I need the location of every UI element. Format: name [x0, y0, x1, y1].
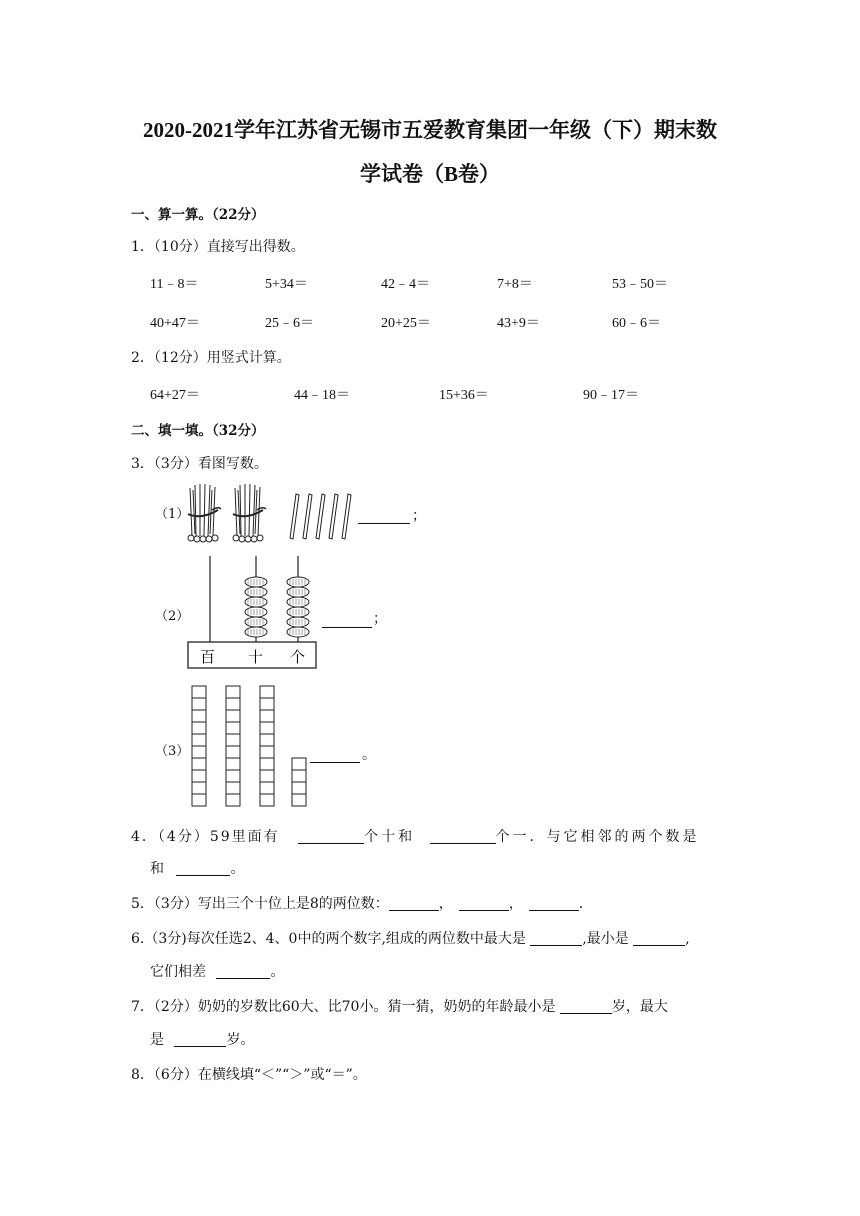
tens-strip-cell: [260, 794, 274, 806]
tens-strip-cell: [260, 746, 274, 758]
expression: 90﹣17＝: [583, 388, 639, 403]
question-4-text: 。: [230, 861, 245, 877]
abacus-bead: [245, 607, 267, 617]
document-title-line2: 学试卷（B卷）: [359, 162, 500, 186]
tens-strip-cell: [226, 758, 240, 770]
tens-strip-cell: [192, 734, 206, 746]
punctuation: ，: [438, 896, 453, 912]
stick-bundle-icon: [233, 484, 266, 542]
punctuation: ；: [412, 508, 426, 524]
answer-blank-5-2[interactable]: [459, 896, 509, 911]
counting-sticks-figure: [186, 480, 361, 546]
tens-strip-cell: [260, 686, 274, 698]
question-1-text: 1．（10分）直接写出得数。: [131, 239, 305, 255]
tens-strip-cell: [226, 686, 240, 698]
tens-strip-cell: [226, 710, 240, 722]
expression: 40+47＝: [150, 316, 200, 331]
abacus-bead: [245, 587, 267, 597]
answer-blank-3-3[interactable]: [310, 745, 360, 764]
tens-strip-cell: [260, 734, 274, 746]
answer-blank-6-1[interactable]: [530, 931, 582, 946]
answer-blank-7-1[interactable]: [560, 999, 612, 1014]
question-4-text: 个十和: [364, 829, 416, 845]
punctuation: ，: [508, 896, 523, 912]
question-6-line-2: [150, 961, 284, 981]
tens-strip-cell: [192, 758, 206, 770]
answer-blank-4-3[interactable]: [176, 861, 230, 876]
question-7-text: 岁，最大: [611, 999, 668, 1015]
question-5-text: 5．（3分）写出三个十位上是8的两位数：: [131, 896, 389, 912]
question-5: [131, 893, 583, 913]
punctuation: 。: [270, 964, 285, 980]
tens-strip-cell: [192, 746, 206, 758]
expression: 11﹣8＝: [150, 277, 199, 292]
question-6-text: 它们相差: [150, 964, 206, 980]
ones-cube: [292, 758, 306, 770]
question-6-text: 6.（3分)每次任选2、4、0中的两个数字,组成的两位数中最大是: [131, 931, 526, 947]
expression: 42﹣4＝: [381, 277, 430, 292]
abacus-label-hundreds: 百: [200, 648, 216, 666]
ones-cube: [292, 782, 306, 794]
abacus-bead: [245, 597, 267, 607]
sub-question-label: （3）: [155, 744, 190, 759]
answer-blank-4-1[interactable]: [298, 829, 364, 844]
document-title-line1: 2020-2021学年江苏省无锡市五爱教育集团一年级（下）期末数: [143, 118, 717, 142]
tens-strip-cell: [192, 770, 206, 782]
punctuation: .: [578, 896, 584, 912]
expression: 53﹣50＝: [612, 277, 668, 292]
answer-blank-5-3[interactable]: [529, 896, 579, 911]
tens-strip-cell: [192, 698, 206, 710]
question-7-line-1: [131, 996, 668, 1016]
tens-strip-cell: [226, 698, 240, 710]
tens-strip-cell: [192, 710, 206, 722]
answer-blank-5-1[interactable]: [389, 896, 439, 911]
tens-strip-cell: [260, 770, 274, 782]
question-7-text: 是: [150, 1032, 164, 1048]
tens-strip-cell: [260, 722, 274, 734]
answer-blank-3-2[interactable]: [322, 610, 372, 629]
expression: 5+34＝: [265, 277, 308, 292]
tens-strip-cell: [226, 746, 240, 758]
tens-strip-cell: [192, 782, 206, 794]
expression: 43+9＝: [497, 316, 540, 331]
ones-cube: [292, 794, 306, 806]
ones-cube: [292, 770, 306, 782]
answer-blank-3-1[interactable]: [358, 506, 410, 525]
expression: 15+36＝: [439, 388, 489, 403]
answer-blank-4-2[interactable]: [430, 829, 496, 844]
section-heading-1: 一、算一算。（22分）: [131, 207, 265, 223]
abacus-label-tens: 十: [248, 648, 264, 666]
question-6-text: ,最小是: [582, 931, 629, 947]
question-4-text: 个一．与它相邻的两个数是: [495, 829, 700, 845]
expression: 25﹣6＝: [265, 316, 314, 331]
punctuation: 。: [362, 747, 376, 763]
tens-strip-cell: [192, 686, 206, 698]
tens-strip-cell: [260, 758, 274, 770]
expression: 60﹣6＝: [612, 316, 661, 331]
abacus-bead: [245, 577, 267, 587]
abacus-label-ones: 个: [290, 648, 306, 666]
expression: 64+27＝: [150, 388, 200, 403]
loose-sticks-icon: [290, 494, 351, 539]
expression: 7+8＝: [497, 277, 533, 292]
tens-strip-cell: [192, 722, 206, 734]
question-4-text: 和: [150, 861, 164, 877]
tens-strip-cell: [226, 770, 240, 782]
expression: 44﹣18＝: [294, 388, 350, 403]
question-7-text: 7．（2分）奶奶的岁数比60大、比70小。猜一猜，奶奶的年龄最小是: [131, 999, 556, 1015]
tens-strip-cell: [226, 722, 240, 734]
question-3-text: 3．（3分）看图写数。: [131, 456, 268, 472]
question-8-text: 8．（6分）在横线填“＜”“＞”或“＝”。: [131, 1067, 367, 1083]
punctuation: ；: [373, 611, 387, 627]
tens-strip-cell: [260, 698, 274, 710]
tens-strip-cell: [226, 782, 240, 794]
abacus-beads-tens: [245, 577, 267, 637]
answer-blank-6-3[interactable]: [216, 964, 270, 979]
abacus-bead: [245, 627, 267, 637]
question-7-line-2: [150, 1029, 254, 1049]
tens-strip-cell: [226, 794, 240, 806]
question-4-text: 4．（4分）59里面有: [131, 829, 280, 845]
abacus-beads-ones: [287, 577, 309, 637]
tens-strip-cell: [260, 782, 274, 794]
section-heading-2: 二、填一填。（32分）: [131, 423, 265, 439]
question-7-text: 岁。: [226, 1032, 255, 1048]
answer-blank-7-2[interactable]: [174, 1032, 226, 1047]
punctuation: ,: [685, 931, 690, 947]
abacus-figure: [186, 552, 321, 674]
question-6-line-1: [131, 928, 690, 948]
sub-question-label: （2）: [155, 609, 190, 624]
question-2-text: 2．（12分）用竖式计算。: [131, 350, 291, 366]
expression: 20+25＝: [381, 316, 431, 331]
tens-strip-cell: [260, 710, 274, 722]
question-4-line-1: [131, 826, 700, 846]
question-4-line-2: [150, 858, 244, 878]
tens-strip-cell: [192, 794, 206, 806]
abacus-bead: [245, 617, 267, 627]
answer-blank-6-2[interactable]: [633, 931, 685, 946]
tens-strip-cell: [226, 734, 240, 746]
sub-question-label: （1）: [155, 507, 190, 522]
base-ten-blocks-figure: [186, 684, 316, 810]
stick-bundle-icon: [188, 484, 221, 542]
